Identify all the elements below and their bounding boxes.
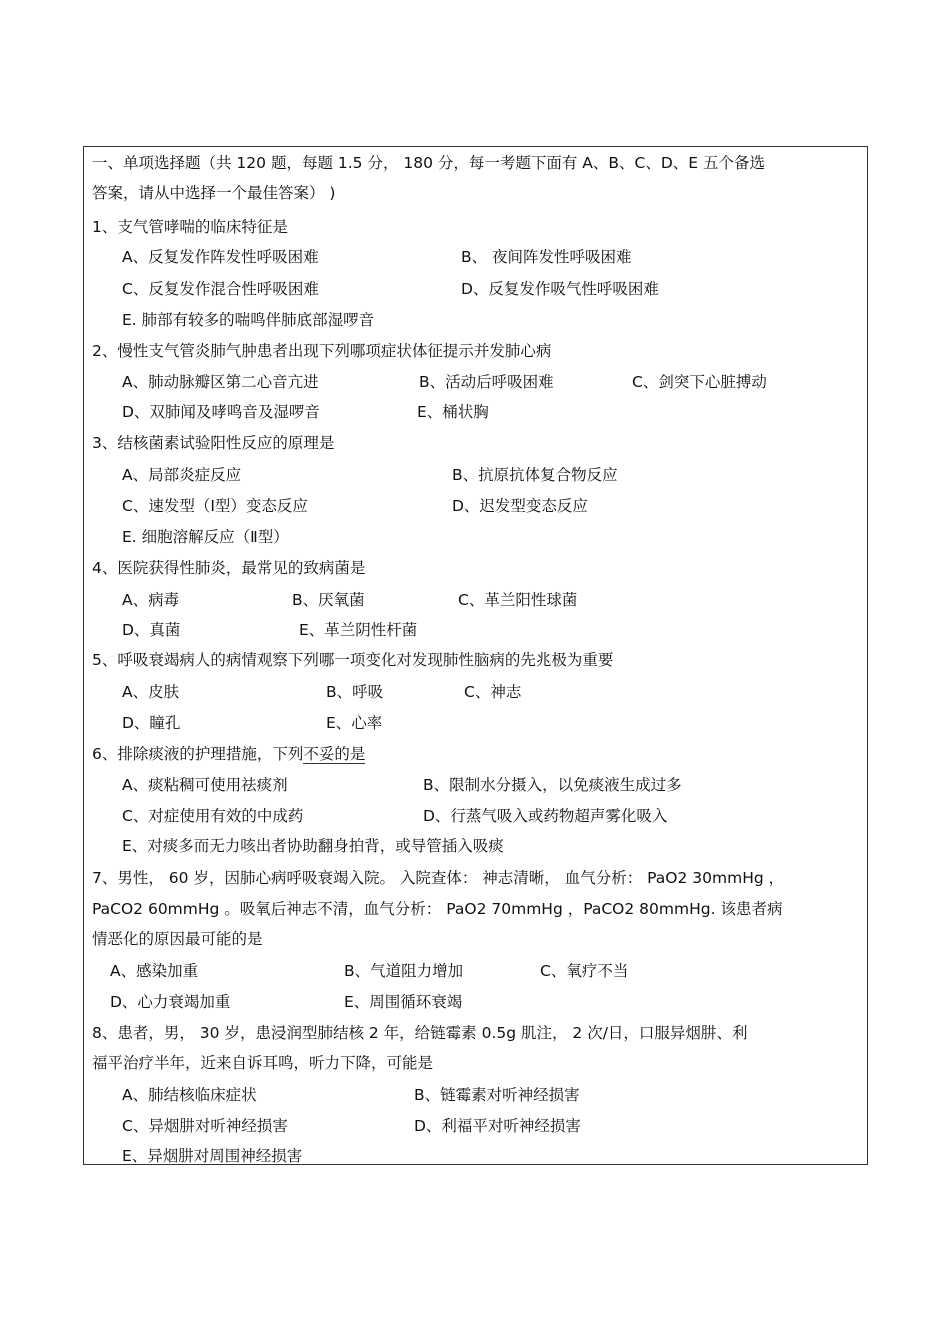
question-7-stem-line2: PaCO2 60mmHg 。吸氧后神志不清，血气分析： PaO2 70mmHg ，PaCO2 80mmHg. 该患者病 bbox=[92, 900, 783, 918]
q7-option-a: A、感染加重 bbox=[110, 962, 199, 980]
q1-option-c: C、反复发作混合性呼吸困难 bbox=[122, 280, 319, 298]
q7-option-d: D、心力衰竭加重 bbox=[110, 993, 231, 1011]
q3-option-e: E. 细胞溶解反应（Ⅱ型） bbox=[122, 528, 289, 546]
question-sheet bbox=[83, 146, 868, 1165]
q1-option-a: A、反复发作阵发性呼吸困难 bbox=[122, 248, 319, 266]
question-3-stem: 3、结核菌素试验阳性反应的原理是 bbox=[92, 434, 335, 452]
q6-option-b: B、限制水分摄入，以免痰液生成过多 bbox=[423, 776, 682, 794]
q7-option-e: E、周围循环衰竭 bbox=[344, 993, 463, 1011]
question-8-stem-line2: 福平治疗半年，近来自诉耳鸣，听力下降，可能是 bbox=[92, 1054, 434, 1072]
q8-option-b: B、链霉素对听神经损害 bbox=[414, 1086, 580, 1104]
q2-option-c: C、剑突下心脏搏动 bbox=[632, 373, 767, 391]
q1-option-d: D、反复发作吸气性呼吸困难 bbox=[461, 280, 659, 298]
q8-option-a: A、肺结核临床症状 bbox=[122, 1086, 257, 1104]
question-7-stem-line3: 情恶化的原因最可能的是 bbox=[92, 930, 263, 948]
q2-option-a: A、肺动脉瓣区第二心音亢进 bbox=[122, 373, 319, 391]
q4-option-a: A、病毒 bbox=[122, 591, 180, 609]
question-6-stem-underline: 不妥的是 bbox=[303, 745, 366, 763]
q5-option-d: D、瞳孔 bbox=[122, 714, 181, 732]
q8-option-c: C、异烟肼对听神经损害 bbox=[122, 1117, 288, 1135]
question-4-stem: 4、医院获得性肺炎，最常见的致病菌是 bbox=[92, 559, 366, 577]
q4-option-c: C、革兰阳性球菌 bbox=[458, 591, 578, 609]
question-7-stem-line1: 7、男性， 60 岁，因肺心病呼吸衰竭入院。 入院查体： 神志清晰， 血气分析： PaO2 30mmHg ， bbox=[92, 869, 785, 887]
q5-option-e: E、心率 bbox=[326, 714, 383, 732]
q3-option-a: A、局部炎症反应 bbox=[122, 466, 242, 484]
q5-option-b: B、呼吸 bbox=[326, 683, 384, 701]
q1-option-e: E. 肺部有较多的喘鸣伴肺底部湿啰音 bbox=[122, 311, 375, 329]
q4-option-b: B、厌氧菌 bbox=[292, 591, 365, 609]
q3-option-b: B、抗原抗体复合物反应 bbox=[452, 466, 618, 484]
question-5-stem: 5、呼吸衰竭病人的病情观察下列哪一项变化对发现肺性脑病的先兆极为重要 bbox=[92, 651, 614, 669]
q8-option-e: E、异烟肼对周围神经损害 bbox=[122, 1147, 303, 1165]
section-title-cont: 答案，请从中选择一个最佳答案） ) bbox=[92, 184, 336, 202]
q4-option-d: D、真菌 bbox=[122, 621, 181, 639]
q2-option-b: B、活动后呼吸困难 bbox=[419, 373, 554, 391]
q4-option-e: E、革兰阴性杆菌 bbox=[299, 621, 418, 639]
q6-option-c: C、对症使用有效的中成药 bbox=[122, 807, 304, 825]
q5-option-a: A、皮肤 bbox=[122, 683, 180, 701]
q5-option-c: C、神志 bbox=[464, 683, 522, 701]
q6-option-e: E、对痰多而无力咳出者协助翻身拍背，或导管插入吸痰 bbox=[122, 837, 504, 855]
q6-option-a: A、痰粘稠可使用祛痰剂 bbox=[122, 776, 288, 794]
q6-option-d: D、行蒸气吸入或药物超声雾化吸入 bbox=[423, 807, 668, 825]
q1-option-b: B、 夜间阵发性呼吸困难 bbox=[461, 248, 632, 266]
section-title: 一、单项选择题（共 120 题，每题 1.5 分， 180 分，每一考题下面有 A、B、C、D、E 五个备选 bbox=[92, 154, 766, 172]
q7-option-c: C、氧疗不当 bbox=[540, 962, 629, 980]
question-1-stem: 1、支气管哮喘的临床特征是 bbox=[92, 218, 288, 236]
q2-option-e: E、桶状胸 bbox=[417, 403, 489, 421]
question-8-stem-line1: 8、患者，男， 30 岁，患浸润型肺结核 2 年，给链霉素 0.5g 肌注， 2 次/日，口服异烟肼、利 bbox=[92, 1024, 748, 1042]
q3-option-c: C、速发型（Ⅰ型）变态反应 bbox=[122, 497, 308, 515]
q8-option-d: D、利福平对听神经损害 bbox=[414, 1117, 581, 1135]
question-6-stem bbox=[92, 744, 365, 764]
q2-option-d: D、双肺闻及哮鸣音及湿啰音 bbox=[122, 403, 320, 421]
q3-option-d: D、迟发型变态反应 bbox=[452, 497, 588, 515]
q7-option-b: B、气道阻力增加 bbox=[344, 962, 464, 980]
question-6-stem-text: 6、排除痰液的护理措施，下列 bbox=[92, 745, 304, 763]
question-2-stem: 2、慢性支气管炎肺气肿患者出现下列哪项症状体征提示并发肺心病 bbox=[92, 342, 552, 360]
